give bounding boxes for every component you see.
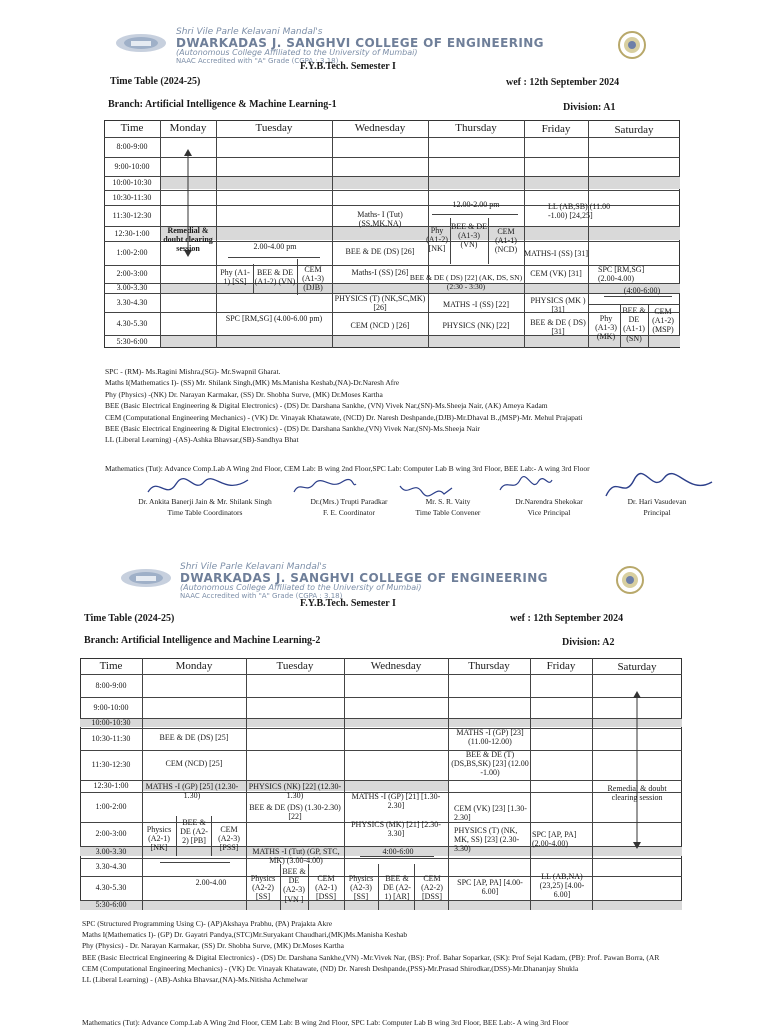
college-name: DWARKADAS J. SANGHVI COLLEGE OF ENGINEERING [176, 36, 544, 50]
break-row-shade [160, 177, 680, 189]
tt1-time-slot: 10:00-10:30 [112, 178, 152, 187]
sub-line [176, 816, 177, 856]
tt2-col-thursday: Thursday [468, 660, 510, 672]
tt1-time-slot: 3.30-4.30 [116, 297, 148, 307]
tt1-thu-phy: Phy (A1-2) [NK] [426, 226, 448, 254]
tt2-mon-cem2: CEM (A2-3) [PSS] [218, 825, 240, 853]
tt1-program: F.Y.B.Tech. Semester I [300, 61, 396, 72]
tt2-tue-maths: MATHS -I (Tut) (GP, STC, MK) (3.00-4.00) [252, 847, 340, 866]
tt1-division: Division: A1 [563, 102, 616, 113]
tt2-lab-note: Mathematics (Tut): Advance Comp.Lab A Wing 2nd Floor, CEM Lab: B wing 2nd Floor, SPC Lab: Computer Lab B wing 3rd Floor, BEE Lab:- A wing 3rd Floor [82, 1018, 569, 1027]
tt1-fri-bee: BEE & DE ( DS) [31] [530, 318, 586, 337]
sub-line [588, 304, 680, 305]
col-line [530, 658, 531, 910]
tt2-wed-phy: PHYSICS (MK) [21] [2.30-3.30] [351, 820, 441, 839]
tt2-time-slot: 3.00-3.30 [95, 847, 127, 856]
tt2-legend-line: Maths I(Mathematics I)- (GP) Dr. Gayatri Pandya,(STC)Mr.Suryakant Chaudhari,(MK)Ms.Manisha Keshab [82, 930, 408, 940]
college-header-1 [0, 27, 768, 65]
tt1-sat-spc: SPC [RM,SG] (2.00-4.00) [598, 265, 645, 284]
tt1-thu-bee2: BEE & DE ( DS) [22] (AK, DS, SN)(2:30 - 3:30) [409, 273, 523, 291]
tt2-time-slot: 10:30-11:30 [91, 734, 131, 743]
tt1-legend-line: Maths I(Mathematics I)- (SS) Mr. Shilank Singh,(MK) Ms.Manisha Keshab,(NA)-Dr.Naresh Afre [105, 378, 400, 388]
tt1-fri-ll: LL (AB,SB) (11.00 -1.00) [24,25] [548, 202, 611, 221]
tt1-time-slot: 5:30-6:00 [116, 336, 148, 346]
tt2-branch: Branch: Artificial Intelligence and Machine Learning-2 [84, 635, 321, 646]
row-line [104, 265, 680, 266]
tt2-legend-line: LL (Liberal Learning) - (AB)-Ashka Bhavsar,(NA)-Ms.Nitisha Achmelwar [82, 975, 308, 984]
tt2-mon-bee: BEE & DE (DS) [25] [159, 733, 229, 742]
bracket-line [160, 862, 230, 863]
tt2-fri-ll: LL (AB,NA) (23,25) [4.00-6.00] [539, 872, 585, 900]
bracket-line [432, 214, 518, 215]
tt2-time-slot: 9:00-10:00 [93, 702, 129, 712]
naac-text: NAAC Accredited with "A" Grade (CGPA : 3.18) [180, 592, 343, 600]
tt1-time-slot: 10:30-11:30 [112, 192, 152, 202]
tt1-col-friday: Friday [541, 123, 571, 135]
tt2-tue-bee2: BEE & DE (A2-3) [VN ] [282, 867, 306, 904]
col-line [448, 658, 449, 910]
tt2-tue-phy: PHYSICS (NK) [22] (12.30-1.30) [248, 782, 342, 801]
tt2-mon-maths: MATHS -I (GP) [25] (12.30-1.30) [145, 782, 239, 801]
tt2-legend-line: Phy (Physics) - Dr. Narayan Karmakar, (SS) Dr. Shobha Surve, (MK) Dr.Moses Kartha [82, 941, 344, 951]
tt2-legend-line: BEE (Basic Electrical Engineering & Digital Electronics) - (DS) Dr. Darshana Sankhe,(VN) -Mr.Vivek Nar, (BS): Prof. Bahar Soparkar, (SK): Prof Sejal Kadam, (PB): Prof. Pawan Borra, (AR [82, 952, 660, 962]
tt2-mon-bee2: BEE & DE (A2-2) [PB] [180, 818, 208, 846]
signature-name: Dr.(Mrs.) Trupti Paradkar [310, 497, 388, 506]
tt1-tue-phy: Phy (A1-1) [SS] [220, 268, 250, 287]
tt1-legend-line: BEE (Basic Electrical Engineering & Digital Electronics) - (DS) Dr. Darshana Sankhe, (VN) Vivek Nar,(SN)-Ms.Sheeja Nair, (AK) Ameya Kadam [105, 401, 548, 411]
tt2-thu-cem: CEM (VK) [23] [1.30-2.30] [454, 804, 527, 823]
col-line [246, 658, 247, 910]
society-name: Shri Vile Parle Kelavani Mandal's [176, 27, 323, 37]
tt1-time-slot: 3.00-3.30 [116, 283, 148, 292]
bracket-line [604, 296, 672, 297]
tt1-time-slot: 4.30-5.30 [116, 318, 148, 328]
signature-role: Vice Principal [527, 508, 571, 517]
tt1-wef: wef : 12th September 2024 [506, 77, 620, 88]
signature-role: Principal [643, 508, 671, 517]
tt1-col-wednesday: Wednesday [354, 122, 406, 134]
tt2-sat-remedial: Remedial & doubt clearing session [607, 784, 667, 803]
signature-role: Time Table Convener [415, 508, 481, 517]
tt2-wed-cem2: CEM (A2-2) [DSS] [421, 874, 443, 902]
tt2-legend-line: SPC (Structured Programming Using C)- (AP)Akshaya Prabhu, (PA) Prajakta Akre [82, 919, 333, 928]
tt1-wed-maths-tut: Maths- I (Tut) (SS,MK,NA) [357, 210, 403, 229]
col-line [142, 658, 143, 910]
tt1-col-time: Time [120, 122, 144, 134]
tt1-tue-bee: BEE & DE (A1-2) (VN) [254, 268, 296, 287]
tt1-fri-maths: MATHS-I (SS) [31] [524, 249, 588, 258]
college-logo-icon [115, 32, 167, 54]
tt2-remedial-arrow-icon [632, 690, 642, 850]
row-line [104, 283, 680, 284]
affiliation-text: (Autonomous College Affiliated to the University of Mumbai) [176, 48, 418, 57]
sub-line [414, 864, 415, 910]
tt1-thu-lab-time: 12.00-2.00 pm [452, 200, 500, 209]
tt1-legend-line: BEE (Basic Electrical Engineering & Digital Electronics) - (DS) Dr. Darshana Sankhe,(VN) Vivek Nar,(SN)-Ms.Sheeja Nair [105, 424, 480, 433]
tt2-thu-phy: PHYSICS (T) (NK, MK, SS) [23] (2.30-3.30) [454, 826, 520, 854]
tt2-time-slot: 11:30-12:30 [91, 760, 131, 769]
tt2-time-slot: 4.30-5.30 [95, 883, 127, 892]
affiliation-text: (Autonomous College Affiliated to the University of Mumbai) [180, 583, 422, 592]
naac-seal-icon [612, 565, 648, 595]
tt1-thu-cem: CEM (A1-1) (NCD) [494, 227, 518, 255]
tt2-col-friday: Friday [546, 660, 576, 672]
tt1-time-slot: 11:30-12:30 [112, 210, 152, 220]
tt1-legend-line: Phy (Physics) -(NK) Dr. Narayan Karmakar, (SS) Dr. Shobha Surve, (MK) Dr.Moses Kartha [105, 389, 383, 399]
tt2-title: Time Table (2024-25) [84, 613, 175, 624]
tt1-time-slot: 12:30-1:00 [114, 228, 150, 238]
signature-name: Dr.Narendra Shekokar [515, 497, 583, 506]
tt2-wed-phy2: Physics (A2-3) [SS] [348, 874, 374, 902]
college-name: DWARKADAS J. SANGHVI COLLEGE OF ENGINEERING [180, 571, 548, 585]
tt1-tue-spc: SPC [RM,SG] (4.00-6.00 pm) [225, 314, 323, 323]
col-line [160, 120, 161, 348]
col-line [344, 658, 345, 910]
tt2-mon-cem: CEM (NCD) [25] [165, 759, 223, 768]
tt1-title: Time Table (2024-25) [110, 76, 201, 87]
tt1-sat-lab-time: (4:00-6:00) [623, 286, 661, 295]
college-header-2 [0, 562, 768, 600]
tt2-wed-lab-time: 4:00-6:00 [382, 847, 414, 856]
tt1-wed-maths: Maths-I (SS) [26] [351, 268, 409, 277]
tt1-time-slot: 9:00-10:00 [114, 161, 150, 171]
tt2-division: Division: A2 [562, 637, 615, 648]
tt1-thu-maths: MATHS -I (SS) [22] [443, 300, 509, 309]
tt1-fri-phy: PHYSICS (MK ) [31] [530, 296, 586, 315]
tt1-wed-phy: PHYSICS (T) (NK,SC,MK) [26] [334, 294, 426, 313]
tt1-col-monday: Monday [169, 122, 207, 134]
sub-line [378, 864, 379, 910]
tt1-sat-phy: Phy (A1-3) (MK) [595, 314, 617, 342]
college-logo-icon [120, 567, 172, 589]
tt2-thu-bee: BEE & DE (T) (DS,BS,SK) [23] (12.00 -1.00) [451, 750, 529, 778]
tt2-time-slot: 10:00-10:30 [91, 718, 131, 727]
tt2-tue-bee: BEE & DE (DS) (1.30-2.30) [22] [249, 803, 341, 822]
break-row-shade [160, 226, 680, 240]
tt2-time-slot: 1:00-2:00 [95, 802, 127, 811]
tt1-legend-line: LL (Liberal Learning) -(AS)-Ashka Bhavsar,(SB)-Sandhya Bhat [105, 435, 299, 445]
tt1-tue-lab-time: 2.00-4.00 pm [253, 242, 297, 251]
tt2-wef: wef : 12th September 2024 [510, 613, 624, 624]
tt2-program: F.Y.B.Tech. Semester I [300, 598, 396, 609]
tt1-col-thursday: Thursday [455, 122, 497, 134]
tt1-legend-line: SPC - (RM)- Ms.Ragini Mishra,(SG)- Mr.Swapnil Gharat. [105, 367, 281, 376]
tt1-wed-cem: CEM (NCD ) [26] [350, 321, 410, 330]
society-name: Shri Vile Parle Kelavani Mandal's [180, 562, 327, 572]
tt2-col-saturday: Saturday [617, 661, 657, 673]
bracket-line [228, 257, 320, 258]
tt1-lab-note: Mathematics (Tut): Advance Comp.Lab A Wing 2nd Floor, CEM Lab: B wing 2nd Floor,SPC Lab: Computer Lab B wing 3rd Floor, BEE Lab:- A wing 3rd Floor [105, 464, 590, 473]
tt1-wed-bee: BEE & DE (DS) [26] [345, 247, 415, 256]
tt1-time-slot: 1:00-2:00 [116, 248, 148, 257]
signature-2-icon [290, 476, 360, 498]
tt2-wed-maths: MATHS -I (GP) [21] [1.30-2.30] [351, 792, 441, 811]
tt1-thu-phy2: PHYSICS (NK) [22] [442, 321, 510, 330]
tt2-time-slot: 2:00-3:00 [95, 829, 127, 838]
tt2-wed-bee2: BEE & DE (A2-1) [AR] [383, 874, 411, 902]
tt1-mon-remedial: Remedial & doubt clearing session [163, 226, 213, 254]
signature-4-icon [496, 474, 556, 496]
tt2-time-slot: 3.30-4.30 [95, 862, 127, 871]
tt1-sat-cem: CEM (A1-2) (MSP) [652, 307, 674, 335]
tt2-mon-lab-time: 2.00-4.00 [195, 878, 227, 887]
tt1-col-saturday: Saturday [614, 124, 654, 136]
naac-seal-icon [614, 30, 650, 60]
naac-text: NAAC Accredited with "A" Grade (CGPA : 3.18) [176, 57, 339, 65]
row-line [104, 137, 680, 138]
tt2-col-time: Time [99, 660, 123, 672]
tt1-legend-line: CEM (Computational Engineering Mechanics) - (VK) Dr. Vinayak Khatawate, (NCD) Dr. Naresh Deshpande,(DJB)-Mr.Dhaval B.,(MSP)-Mr. Mehul Prajapati [105, 412, 583, 422]
tt1-time-slot: 8:00-9:00 [116, 142, 148, 151]
tt2-mon-phy: Physics (A2-1) [NK] [146, 825, 172, 853]
tt2-thu-spc: SPC [AP, PA] [4.00-6.00] [457, 878, 523, 897]
tt1-col-tuesday: Tuesday [255, 122, 293, 134]
tt2-time-slot: 8:00-9:00 [95, 680, 127, 690]
tt2-col-monday: Monday [175, 660, 213, 672]
tt2-time-slot: 5:30-6:00 [95, 900, 127, 909]
col-line [524, 120, 525, 348]
tt2-tue-cem2: CEM (A2-1) [DSS] [315, 874, 337, 902]
tt1-tue-cem: CEM (A1-3) (DJB) [302, 265, 324, 293]
tt2-legend-line: CEM (Computational Engineering Mechanics) - (VK) Dr. Vinayak Khatawate, (ND) Dr. Naresh Deshpande,(PSS)-Mr.Prasad Shirodkar,(DSS)-Mr.Dhananjay Shukla [82, 963, 579, 973]
col-line [216, 120, 217, 348]
tt1-time-slot: 2:00-3:00 [116, 269, 148, 278]
signature-role: Time Table Coordinators [167, 508, 243, 517]
col-line [332, 120, 333, 348]
tt2-col-wednesday: Wednesday [370, 660, 422, 672]
signature-name: Dr. Hari Vasudevan [627, 497, 687, 506]
col-line [592, 658, 593, 910]
tt2-fri-spc: SPC [AP, PA] (2.00-4.00) [532, 830, 577, 849]
tt1-fri-cem: CEM (VK) [31] [530, 269, 582, 278]
sub-line [211, 816, 212, 856]
tt2-col-tuesday: Tuesday [276, 660, 314, 672]
signature-name: Mr. S. R. Vaity [425, 497, 471, 506]
tt2-time-slot: 12:30-1:00 [93, 781, 129, 790]
tt1-thu-bee: BEE & DE (A1-3) (VN) [451, 222, 487, 250]
tt1-sat-bee: BEE & DE (A1-1) (SN) [622, 306, 646, 343]
tt2-tue-phy2: Physics (A2-2) [SS] [250, 874, 276, 902]
signature-role: F. E. Coordinator [323, 508, 375, 517]
tt2-thu-maths: MATHS -I (GP) [23] (11.00-12.00) [456, 728, 524, 747]
signature-name: Dr. Ankita Banerji Jain & Mr. Shilank Singh [138, 497, 272, 506]
tt1-branch: Branch: Artificial Intelligence & Machine Learning-1 [108, 99, 337, 110]
